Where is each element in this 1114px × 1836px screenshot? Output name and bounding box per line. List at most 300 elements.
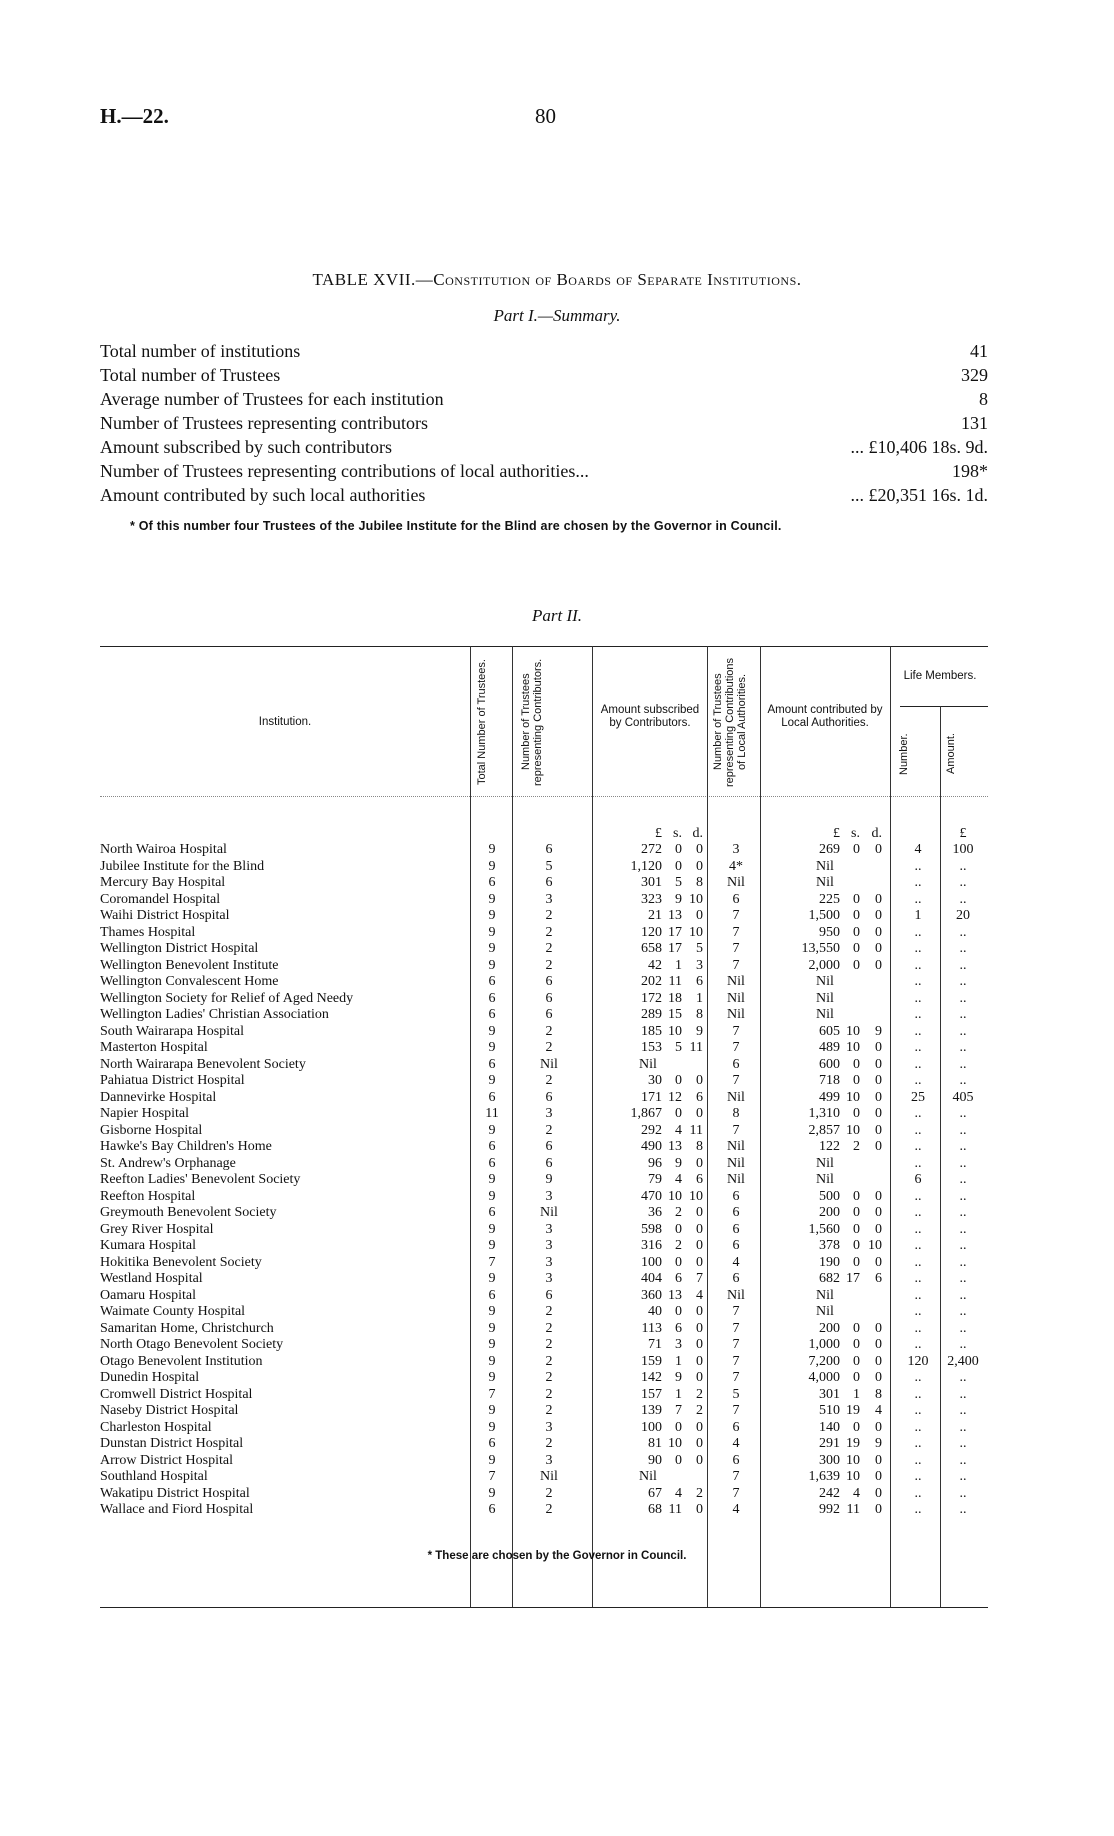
total-trustees: 9 [488,1122,496,1138]
total-trustees: 9 [488,1040,496,1055]
total-trustees: 7 [488,1469,496,1484]
local-pence: 6 [875,1271,882,1286]
subscribed-pounds: 1,120 [630,858,662,874]
life-members-number: 4 [914,842,922,857]
local-pounds: 950 [819,924,840,940]
table-row [100,859,988,876]
contributor-trustees: 6 [545,1155,553,1171]
subscribed-pounds: 100 [641,1254,662,1270]
contributor-trustees: 6 [545,1007,553,1022]
table-row [100,1024,988,1041]
life-members-amount: .. [959,974,967,989]
subscribed-shillings: 1 [675,1353,682,1369]
total-trustees: 6 [488,974,496,989]
table-row [100,1486,988,1503]
life-members-number: .. [914,1452,922,1468]
local-pounds: 7,200 [808,1353,840,1369]
local-pounds: 122 [819,1139,840,1154]
subscribed-shillings: 10 [668,1188,682,1204]
part2-heading: Part II. [531,606,583,625]
institution-name: South Wairarapa Hospital [100,1023,245,1039]
life-members-amount: .. [959,1254,967,1270]
life-members-rule [900,706,988,707]
life-members-number: .. [914,957,922,973]
total-trustees: 6 [488,1139,496,1154]
local-shillings: 0 [853,1056,860,1072]
institution-name: Wellington Benevolent Institute [100,957,279,973]
local-pounds: 13,550 [801,941,840,956]
local-pounds: 682 [819,1271,840,1286]
header-amount-subscribed: Amount subscribed by Contributors. [600,704,700,729]
subscribed-shillings: 12 [668,1089,682,1105]
contributor-trustees: 2 [545,1436,553,1451]
local-amount: Nil [816,990,834,1006]
summary-label: Number of Trustees representing contributions of local authorities... [100,461,589,481]
life-members-amount: .. [959,875,967,890]
life-members-amount: .. [959,1205,967,1220]
subscribed-pence: 0 [696,1221,703,1237]
life-members-number: .. [914,1403,922,1418]
life-members-amount: .. [959,858,967,874]
local-shillings: 0 [853,1337,860,1352]
subscribed-pounds: 100 [641,1419,662,1435]
subscribed-pounds: 21 [648,908,662,923]
contributor-trustees: 6 [545,1089,553,1105]
local-shillings: 0 [853,908,860,923]
subscribed-shillings: 0 [675,1106,682,1121]
summary-label: Total number of Trustees [100,365,281,385]
life-members-amount: .. [959,1337,967,1352]
subscribed-amount: Nil [639,1469,657,1484]
contributor-trustees: Nil [540,1469,558,1484]
life-members-amount: .. [959,1172,967,1187]
life-members-amount: .. [959,1188,967,1204]
local-authority-trustees: Nil [727,1155,745,1171]
subscribed-pounds: 79 [648,1172,662,1187]
local-authority-trustees: 7 [732,941,740,956]
summary-line [100,363,988,387]
local-pence: 0 [875,1469,882,1484]
local-authority-trustees: 6 [732,1271,740,1286]
subscribed-amount: Nil [639,1056,657,1072]
life-members-amount: .. [959,1073,967,1088]
subscribed-pounds: 90 [648,1452,662,1468]
table-row [100,1304,988,1321]
summary-line [100,459,988,483]
local-pounds: 291 [819,1436,840,1451]
unit-pound: £ [655,826,662,841]
subscribed-pounds: 153 [641,1040,662,1055]
total-trustees: 7 [488,1254,496,1270]
life-members-amount: .. [959,1238,967,1253]
subscribed-pounds: 142 [641,1370,662,1385]
life-members-number: .. [914,1502,922,1517]
subscribed-pence: 11 [689,1040,703,1055]
summary-label: Total number of institutions [100,341,301,361]
local-pounds: 301 [819,1386,840,1402]
subscribed-pence: 3 [696,957,703,973]
table-row [100,1090,988,1107]
life-members-number: .. [914,941,922,956]
summary-value: 8 [979,389,988,409]
local-pence: 0 [875,1353,882,1369]
institution-name: Gisborne Hospital [100,1122,203,1138]
local-authority-trustees: 7 [732,924,740,940]
summary-footnote: * Of this number four Trustees of the Jubilee Institute for the Blind are chosen by the Governor in Council. [130,519,782,533]
local-pence: 0 [875,1485,882,1501]
total-trustees: 9 [488,858,496,874]
subscribed-shillings: 13 [668,1139,682,1154]
local-authority-trustees: 7 [732,1122,740,1138]
local-authority-trustees: 3 [732,842,740,857]
subscribed-pence: 0 [696,1419,703,1435]
contributor-trustees: 2 [545,1040,553,1055]
institution-name: Reefton Ladies' Benevolent Society [100,1172,301,1187]
institution-name: Waihi District Hospital [100,908,230,923]
life-members-amount: .. [959,1106,967,1121]
subscribed-pence: 2 [696,1485,703,1501]
subscribed-pounds: 490 [641,1139,662,1154]
local-authority-trustees: 7 [732,1403,740,1418]
life-members-amount: 405 [952,1089,974,1105]
life-members-amount: .. [959,1485,967,1501]
life-members-number: .. [914,1073,922,1088]
local-authority-trustees: 5 [732,1386,740,1402]
life-members-number: .. [914,1337,922,1352]
subscribed-pounds: 292 [641,1122,662,1138]
local-shillings: 10 [846,1469,860,1484]
subscribed-shillings: 9 [675,891,682,907]
total-trustees: 6 [488,1155,496,1171]
subscribed-pence: 10 [689,891,703,907]
local-pence: 0 [875,941,882,956]
summary-label: Amount subscribed by such contributors [100,437,392,457]
subscribed-shillings: 11 [668,1502,682,1517]
life-members-amount: 20 [956,908,970,923]
life-members-number: 1 [914,908,922,923]
contributor-trustees: 2 [545,1073,553,1088]
header-life-number: Number. [898,733,910,775]
subscribed-pence: 0 [696,858,703,874]
institution-name: Pahiatua District Hospital [100,1073,245,1088]
institution-name: Dannevirke Hospital [100,1089,217,1105]
subscribed-pounds: 301 [641,875,662,890]
local-authority-trustees: 4* [729,858,743,874]
local-pounds: 499 [819,1089,840,1105]
subscribed-pounds: 30 [648,1073,662,1088]
local-pence: 0 [875,1188,882,1204]
subscribed-shillings: 0 [675,842,682,857]
subscribed-pounds: 272 [641,842,662,857]
total-trustees: 9 [488,941,496,956]
total-trustees: 9 [488,908,496,923]
table-row [100,1255,988,1272]
subscribed-shillings: 5 [675,875,682,890]
local-pence: 0 [875,1337,882,1352]
contributor-trustees: Nil [540,1056,558,1072]
subscribed-pounds: 316 [641,1238,662,1253]
local-pence: 10 [868,1238,882,1253]
local-authority-trustees: 6 [732,1221,740,1237]
contributor-trustees: 5 [545,858,553,874]
life-members-amount: .. [959,1040,967,1055]
contributor-trustees: 6 [545,1287,553,1303]
subscribed-shillings: 9 [675,1370,682,1385]
subscribed-pounds: 470 [641,1188,662,1204]
subscribed-pence: 0 [696,908,703,923]
local-pounds: 2,857 [808,1122,840,1138]
header-life-amount: Amount. [945,733,957,775]
life-members-amount: .. [959,1452,967,1468]
local-authority-trustees: 7 [732,908,740,923]
header-contrib-trustees: Number of Trustees representing Contributors. [520,658,544,786]
subscribed-pence: 0 [696,1073,703,1088]
local-shillings: 0 [853,924,860,940]
local-pence: 0 [875,1205,882,1220]
local-pounds: 1,560 [808,1221,840,1237]
table-bottom-rule [100,1607,988,1608]
local-authority-trustees: 6 [732,1452,740,1468]
summary-line [100,411,988,435]
header-life-members: Life Members. [903,670,977,682]
local-pence: 0 [875,1073,882,1088]
institution-name: Greymouth Benevolent Society [100,1205,277,1220]
local-authority-trustees: 7 [732,1370,740,1385]
local-pence: 0 [875,842,882,857]
subscribed-pence: 11 [689,1122,703,1138]
subscribed-pence: 4 [696,1287,703,1303]
contributor-trustees: 2 [545,924,553,940]
local-shillings: 0 [853,1221,860,1237]
contributor-trustees: 3 [545,1238,553,1253]
life-members-number: .. [914,875,922,890]
subscribed-pence: 10 [689,1188,703,1204]
header-amount-local: Amount contributed by Local Authorities. [767,704,883,729]
local-authority-trustees: Nil [727,875,745,890]
local-pence: 0 [875,1122,882,1138]
contributor-trustees: 2 [545,1502,553,1517]
table-row [100,1370,988,1387]
life-members-number: .. [914,1040,922,1055]
life-members-amount: .. [959,1271,967,1286]
local-authority-trustees: 6 [732,1056,740,1072]
local-amount: Nil [816,858,834,874]
institutions-table [100,646,988,1646]
subscribed-shillings: 2 [675,1205,682,1220]
subscribed-pounds: 81 [648,1436,662,1451]
subscribed-pence: 10 [689,924,703,940]
life-members-number: .. [914,858,922,874]
local-pounds: 200 [819,1320,840,1336]
local-authority-trustees: Nil [727,1139,745,1154]
local-authority-trustees: 7 [732,1304,740,1319]
local-amount: Nil [816,1172,834,1187]
subscribed-pence: 0 [696,1337,703,1352]
subscribed-shillings: 2 [675,1238,682,1253]
total-trustees: 9 [488,1188,496,1204]
unit-pence: d. [871,826,882,841]
table-row [100,842,988,859]
life-members-number: .. [914,1221,922,1237]
local-pounds: 2,000 [808,957,840,973]
life-members-number: .. [914,1287,922,1303]
subscribed-pence: 0 [696,1353,703,1369]
local-pence: 9 [875,1023,882,1039]
local-pence: 4 [875,1403,882,1418]
local-amount: Nil [816,1007,834,1022]
local-shillings: 10 [846,1089,860,1105]
subscribed-pence: 0 [696,1238,703,1253]
life-members-amount: .. [959,1287,967,1303]
subscribed-pence: 0 [696,1155,703,1171]
local-shillings: 0 [853,1188,860,1204]
subscribed-shillings: 18 [668,990,682,1006]
header-total-trustees: Total Number of Trustees. [476,659,488,785]
total-trustees: 9 [488,1304,496,1319]
table-row [100,1387,988,1404]
contributor-trustees: 2 [545,1403,553,1418]
institution-name: Cromwell District Hospital [100,1386,253,1402]
local-shillings: 4 [853,1485,860,1501]
contributor-trustees: 9 [545,1172,553,1187]
institution-name: North Wairoa Hospital [100,842,227,857]
local-shillings: 0 [853,1205,860,1220]
table-row [100,1502,988,1519]
life-members-number: .. [914,1386,922,1402]
life-members-amount: .. [959,990,967,1006]
local-pence: 0 [875,1320,882,1336]
local-shillings: 10 [846,1452,860,1468]
local-pounds: 1,000 [808,1337,840,1352]
institution-name: Oamaru Hospital [100,1287,197,1303]
summary-label: Amount contributed by such local authorities [100,485,426,505]
local-pounds: 190 [819,1254,840,1270]
summary-label: Number of Trustees representing contributors [100,413,428,433]
life-members-number: 120 [907,1353,929,1369]
local-pence: 8 [875,1386,882,1402]
subscribed-pence: 0 [696,1205,703,1220]
contributor-trustees: 3 [545,1271,553,1286]
total-trustees: 9 [488,1353,496,1369]
life-members-number: .. [914,1419,922,1435]
local-pounds: 225 [819,891,840,907]
total-trustees: 6 [488,1089,496,1105]
local-pounds: 510 [819,1403,840,1418]
local-pounds: 269 [819,842,840,857]
table-row [100,1354,988,1371]
local-authority-trustees: 7 [732,957,740,973]
contributor-trustees: 3 [545,1452,553,1468]
table-row [100,1238,988,1255]
summary-value: 41 [970,341,988,361]
total-trustees: 6 [488,875,496,890]
local-authority-trustees: 6 [732,1188,740,1204]
subscribed-pounds: 323 [641,891,662,907]
local-pounds: 242 [819,1485,840,1501]
subscribed-shillings: 9 [675,1155,682,1171]
contributor-trustees: 2 [545,1023,553,1039]
life-members-amount: .. [959,1419,967,1435]
total-trustees: 9 [488,1337,496,1352]
total-trustees: 9 [488,1419,496,1435]
subscribed-pence: 0 [696,1436,703,1451]
institution-name: Mercury Bay Hospital [100,875,226,890]
local-shillings: 19 [846,1403,860,1418]
summary-value: ... £10,406 18s. 9d. [850,437,988,457]
contributor-trustees: 3 [545,891,553,907]
contributor-trustees: 2 [545,1304,553,1319]
total-trustees: 6 [488,1502,496,1517]
institution-name: Westland Hospital [100,1271,203,1286]
institution-name: Waimate County Hospital [100,1304,246,1319]
life-members-amount: .. [959,1056,967,1072]
total-trustees: 9 [488,1271,496,1286]
table-row [100,1106,988,1123]
summary-line [100,339,988,363]
subscribed-shillings: 4 [675,1122,682,1138]
institution-name: Wellington Convalescent Home [100,974,279,989]
local-pence: 0 [875,891,882,907]
institution-name: Otago Benevolent Institution [100,1353,263,1369]
local-shillings: 10 [846,1023,860,1039]
contributor-trustees: 6 [545,842,553,857]
local-authority-trustees: 6 [732,1419,740,1435]
local-pounds: 718 [819,1073,840,1088]
local-amount: Nil [816,974,834,989]
subscribed-pence: 6 [696,974,703,989]
life-members-amount: .. [959,1320,967,1336]
contributor-trustees: 2 [545,1337,553,1352]
contributor-trustees: 2 [545,941,553,956]
total-trustees: 9 [488,1172,496,1187]
local-pounds: 140 [819,1419,840,1435]
local-amount: Nil [816,1155,834,1171]
subscribed-pounds: 120 [641,924,662,940]
table-row [100,1189,988,1206]
local-authority-trustees: 7 [732,1469,740,1484]
table-row [100,958,988,975]
local-shillings: 0 [853,1419,860,1435]
local-authority-trustees: Nil [727,1172,745,1187]
contributor-trustees: 2 [545,957,553,973]
subscribed-pounds: 658 [641,941,662,956]
header-institution: Institution. [258,716,312,728]
institution-name: Kumara Hospital [100,1238,197,1253]
subscribed-shillings: 0 [675,1304,682,1319]
life-members-number: .. [914,1122,922,1138]
subscribed-pence: 2 [696,1386,703,1402]
subscribed-pence: 8 [696,1139,703,1154]
subscribed-pounds: 172 [641,990,662,1006]
table-row [100,1436,988,1453]
life-members-number: .. [914,1304,922,1319]
table-title-prefix: TABLE XVII.— [312,270,434,289]
subscribed-shillings: 0 [675,1221,682,1237]
part1-heading: Part I.—Summary. [493,306,621,325]
total-trustees: 11 [485,1106,499,1121]
local-shillings: 10 [846,1122,860,1138]
subscribed-shillings: 17 [668,924,682,940]
total-trustees: 6 [488,1007,496,1022]
contributor-trustees: 6 [545,1139,553,1154]
subscribed-pence: 6 [696,1089,703,1105]
table-top-rule [100,646,988,647]
local-pence: 0 [875,1502,882,1517]
institution-name: St. Andrew's Orphanage [100,1155,236,1171]
contributor-trustees: 3 [545,1188,553,1204]
subscribed-shillings: 0 [675,1073,682,1088]
subscribed-pounds: 113 [641,1320,662,1336]
